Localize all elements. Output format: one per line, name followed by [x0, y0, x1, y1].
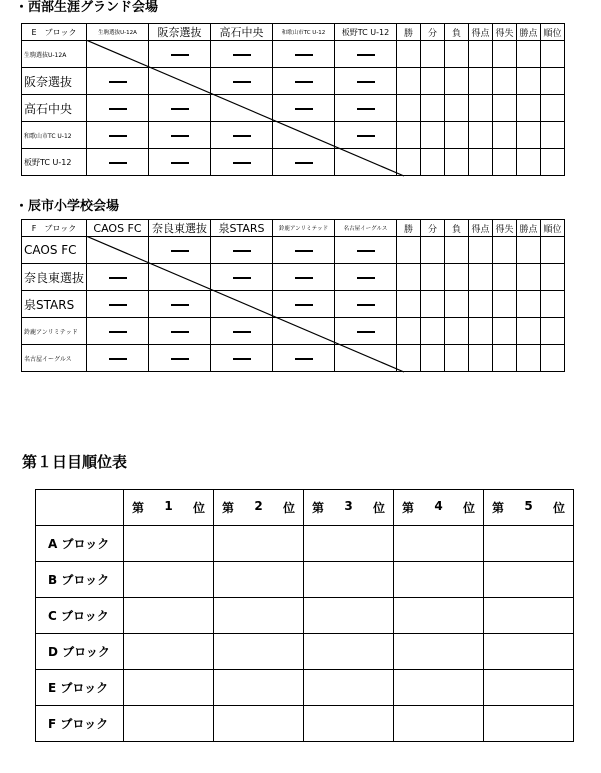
- stat-cell: [397, 345, 421, 372]
- stat-cell: [445, 41, 469, 68]
- stat-header-rank: 順位: [541, 24, 565, 41]
- ranking-cell: [394, 598, 484, 634]
- team-row-label: 生駒選抜U-12A: [22, 41, 87, 68]
- ranking-row: [36, 634, 574, 670]
- dash-mark: [109, 358, 127, 360]
- score-cell: [149, 318, 211, 345]
- ranking-cell: [394, 634, 484, 670]
- dash-mark: [109, 277, 127, 279]
- team-row: [22, 345, 565, 372]
- stat-cell: [517, 68, 541, 95]
- stat-cell: [541, 237, 565, 264]
- team-row-label: CAOS FC: [22, 237, 87, 264]
- stat-cell: [469, 318, 493, 345]
- stat-cell: [493, 95, 517, 122]
- ranking-table: [35, 489, 574, 742]
- stat-cell: [493, 318, 517, 345]
- stat-header-losses: 負: [445, 24, 469, 41]
- block-label: F ブロック: [22, 220, 87, 237]
- stat-cell: [421, 318, 445, 345]
- stat-cell: [541, 291, 565, 318]
- score-cell: [335, 41, 397, 68]
- self-cell: [149, 264, 211, 291]
- dash-mark: [357, 304, 375, 306]
- self-cell: [211, 95, 273, 122]
- dash-mark: [295, 250, 313, 252]
- score-cell: [211, 68, 273, 95]
- ranking-cell: [124, 634, 214, 670]
- team-row-label: 名古屋イーグルス: [22, 345, 87, 372]
- stat-cell: [517, 345, 541, 372]
- ranking-cell: [394, 562, 484, 598]
- dash-mark: [295, 277, 313, 279]
- score-cell: [273, 237, 335, 264]
- score-cell: [335, 95, 397, 122]
- dash-mark: [233, 135, 251, 137]
- score-cell: [211, 122, 273, 149]
- score-cell: [149, 149, 211, 176]
- dash-mark: [171, 135, 189, 137]
- place-number: 1: [164, 499, 173, 513]
- dash-mark: [109, 331, 127, 333]
- ranking-cell: [214, 634, 304, 670]
- team-header: 阪奈選抜: [149, 24, 211, 41]
- stat-cell: [493, 264, 517, 291]
- e-block-venue-title: ・西部生涯グランド会場: [15, 0, 159, 15]
- ranking-corner-cell: [36, 490, 124, 526]
- place-number: 3: [344, 499, 353, 513]
- dash-mark: [109, 162, 127, 164]
- team-header: 和歌山市TC U-12: [273, 24, 335, 41]
- dash-mark: [171, 331, 189, 333]
- stat-cell: [493, 68, 517, 95]
- place-suffix: 位: [192, 501, 205, 515]
- score-cell: [211, 41, 273, 68]
- ranking-cell: [214, 706, 304, 742]
- stat-cell: [493, 345, 517, 372]
- stat-cell: [445, 149, 469, 176]
- ranking-row: [36, 598, 574, 634]
- place-prefix: 第: [402, 501, 415, 515]
- place-header: [214, 490, 304, 526]
- team-header: 高石中央: [211, 24, 273, 41]
- score-cell: [273, 95, 335, 122]
- ranking-cell: [484, 706, 574, 742]
- stat-cell: [469, 95, 493, 122]
- score-cell: [211, 149, 273, 176]
- dash-mark: [357, 277, 375, 279]
- ranking-cell: [484, 634, 574, 670]
- stat-cell: [421, 149, 445, 176]
- dash-mark: [171, 162, 189, 164]
- ranking-block-label: C ブロック: [36, 598, 124, 634]
- score-cell: [211, 345, 273, 372]
- dash-mark: [295, 81, 313, 83]
- self-cell: [87, 237, 149, 264]
- stat-cell: [517, 122, 541, 149]
- stat-cell: [493, 149, 517, 176]
- stat-cell: [445, 122, 469, 149]
- score-cell: [335, 318, 397, 345]
- stat-header-draws: 分: [421, 24, 445, 41]
- stat-cell: [397, 237, 421, 264]
- place-header: [304, 490, 394, 526]
- stat-header-points: 勝点: [517, 220, 541, 237]
- place-prefix: 第: [222, 501, 235, 515]
- ranking-cell: [214, 562, 304, 598]
- stat-cell: [469, 68, 493, 95]
- dash-mark: [171, 358, 189, 360]
- dash-mark: [171, 108, 189, 110]
- stat-cell: [397, 95, 421, 122]
- score-cell: [211, 318, 273, 345]
- ranking-cell: [394, 526, 484, 562]
- dash-mark: [109, 108, 127, 110]
- score-cell: [149, 122, 211, 149]
- team-row-label: 鈴鹿アンリミテッド: [22, 318, 87, 345]
- stat-cell: [397, 264, 421, 291]
- score-cell: [149, 345, 211, 372]
- place-header: [394, 490, 484, 526]
- dash-mark: [295, 358, 313, 360]
- score-cell: [87, 149, 149, 176]
- stat-cell: [541, 345, 565, 372]
- team-row-label: 奈良東選抜: [22, 264, 87, 291]
- dash-mark: [233, 277, 251, 279]
- stat-cell: [517, 291, 541, 318]
- team-header: 鈴鹿アンリミテッド: [273, 220, 335, 237]
- place-suffix: 位: [462, 501, 475, 515]
- stat-cell: [469, 237, 493, 264]
- team-row: [22, 291, 565, 318]
- ranking-cell: [484, 526, 574, 562]
- place-prefix: 第: [312, 501, 325, 515]
- stat-cell: [541, 149, 565, 176]
- score-cell: [335, 122, 397, 149]
- stat-cell: [445, 264, 469, 291]
- team-row: [22, 264, 565, 291]
- score-cell: [335, 264, 397, 291]
- score-cell: [149, 291, 211, 318]
- stat-cell: [541, 95, 565, 122]
- ranking-block-label: B ブロック: [36, 562, 124, 598]
- score-cell: [149, 237, 211, 264]
- self-cell: [211, 291, 273, 318]
- team-row: [22, 318, 565, 345]
- dash-mark: [295, 54, 313, 56]
- ranking-block-label: A ブロック: [36, 526, 124, 562]
- score-cell: [273, 149, 335, 176]
- ranking-cell: [394, 706, 484, 742]
- e-block-league-table: [21, 23, 565, 176]
- dash-mark: [233, 54, 251, 56]
- ranking-cell: [214, 670, 304, 706]
- ranking-cell: [304, 634, 394, 670]
- score-cell: [87, 291, 149, 318]
- score-cell: [335, 291, 397, 318]
- stat-cell: [469, 291, 493, 318]
- ranking-cell: [304, 598, 394, 634]
- f-block-league-table: [21, 219, 565, 372]
- score-cell: [87, 68, 149, 95]
- score-cell: [87, 95, 149, 122]
- self-cell: [335, 149, 397, 176]
- stat-header-wins: 勝: [397, 24, 421, 41]
- score-cell: [149, 95, 211, 122]
- ranking-row: [36, 670, 574, 706]
- stat-cell: [517, 264, 541, 291]
- dash-mark: [295, 162, 313, 164]
- ranking-cell: [214, 598, 304, 634]
- stat-cell: [445, 95, 469, 122]
- stat-header-goal-diff: 得失: [493, 24, 517, 41]
- team-row-label: 高石中央: [22, 95, 87, 122]
- ranking-cell: [484, 562, 574, 598]
- dash-mark: [357, 54, 375, 56]
- dash-mark: [233, 81, 251, 83]
- place-header: [124, 490, 214, 526]
- ranking-title: 第１日目順位表: [22, 453, 128, 471]
- place-prefix: 第: [132, 501, 145, 515]
- ranking-cell: [124, 526, 214, 562]
- stat-header-points: 勝点: [517, 24, 541, 41]
- team-header: 板野TC U-12: [335, 24, 397, 41]
- stat-cell: [421, 237, 445, 264]
- team-header: 生駒選抜U-12A: [87, 24, 149, 41]
- stat-cell: [517, 95, 541, 122]
- dash-mark: [357, 135, 375, 137]
- team-row: [22, 95, 565, 122]
- ranking-row: [36, 706, 574, 742]
- stat-cell: [469, 345, 493, 372]
- stat-cell: [493, 291, 517, 318]
- block-label: E ブロック: [22, 24, 87, 41]
- stat-cell: [541, 318, 565, 345]
- score-cell: [335, 68, 397, 95]
- team-row: [22, 41, 565, 68]
- score-cell: [211, 237, 273, 264]
- team-header: 名古屋イーグルス: [335, 220, 397, 237]
- ranking-cell: [214, 526, 304, 562]
- dash-mark: [233, 358, 251, 360]
- score-cell: [273, 264, 335, 291]
- dash-mark: [233, 331, 251, 333]
- stat-cell: [469, 149, 493, 176]
- stat-cell: [469, 264, 493, 291]
- score-cell: [87, 345, 149, 372]
- dash-mark: [233, 162, 251, 164]
- score-cell: [273, 291, 335, 318]
- stat-cell: [421, 95, 445, 122]
- place-suffix: 位: [372, 501, 385, 515]
- ranking-cell: [304, 670, 394, 706]
- stat-cell: [397, 41, 421, 68]
- stat-cell: [541, 68, 565, 95]
- dash-mark: [171, 304, 189, 306]
- stat-cell: [517, 41, 541, 68]
- stat-cell: [445, 318, 469, 345]
- score-cell: [149, 41, 211, 68]
- score-cell: [273, 68, 335, 95]
- ranking-block-label: D ブロック: [36, 634, 124, 670]
- stat-cell: [421, 41, 445, 68]
- score-cell: [273, 41, 335, 68]
- team-row-label: 阪奈選抜: [22, 68, 87, 95]
- team-row: [22, 237, 565, 264]
- stat-cell: [445, 291, 469, 318]
- score-cell: [87, 318, 149, 345]
- dash-mark: [357, 108, 375, 110]
- stat-header-rank: 順位: [541, 220, 565, 237]
- ranking-cell: [304, 562, 394, 598]
- ranking-cell: [124, 706, 214, 742]
- ranking-cell: [484, 670, 574, 706]
- team-row-label: 板野TC U-12: [22, 149, 87, 176]
- stat-cell: [469, 122, 493, 149]
- stat-cell: [421, 122, 445, 149]
- team-row: [22, 149, 565, 176]
- stat-cell: [445, 68, 469, 95]
- ranking-block-label: E ブロック: [36, 670, 124, 706]
- ranking-cell: [124, 598, 214, 634]
- stat-cell: [541, 122, 565, 149]
- stat-cell: [421, 291, 445, 318]
- stat-cell: [493, 237, 517, 264]
- ranking-cell: [304, 706, 394, 742]
- stat-cell: [517, 149, 541, 176]
- score-cell: [211, 264, 273, 291]
- ranking-row: [36, 526, 574, 562]
- self-cell: [273, 318, 335, 345]
- stat-cell: [397, 149, 421, 176]
- stat-header-draws: 分: [421, 220, 445, 237]
- self-cell: [335, 345, 397, 372]
- score-cell: [87, 264, 149, 291]
- ranking-cell: [484, 598, 574, 634]
- stat-cell: [397, 318, 421, 345]
- stat-header-goals: 得点: [469, 220, 493, 237]
- stat-cell: [397, 291, 421, 318]
- dash-mark: [109, 135, 127, 137]
- place-number: 5: [524, 499, 533, 513]
- stat-cell: [397, 68, 421, 95]
- ranking-cell: [304, 526, 394, 562]
- dash-mark: [233, 250, 251, 252]
- self-cell: [273, 122, 335, 149]
- place-header: [484, 490, 574, 526]
- score-cell: [87, 122, 149, 149]
- stat-header-goal-diff: 得失: [493, 220, 517, 237]
- stat-cell: [493, 122, 517, 149]
- dash-mark: [109, 81, 127, 83]
- stat-cell: [541, 41, 565, 68]
- stat-cell: [493, 41, 517, 68]
- ranking-cell: [124, 670, 214, 706]
- dash-mark: [357, 331, 375, 333]
- stat-cell: [421, 345, 445, 372]
- team-row: [22, 68, 565, 95]
- place-suffix: 位: [282, 501, 295, 515]
- dash-mark: [295, 304, 313, 306]
- stat-cell: [517, 318, 541, 345]
- stat-cell: [469, 41, 493, 68]
- stat-header-losses: 負: [445, 220, 469, 237]
- place-prefix: 第: [492, 501, 505, 515]
- ranking-row: [36, 562, 574, 598]
- dash-mark: [295, 108, 313, 110]
- stat-cell: [445, 237, 469, 264]
- stat-header-goals: 得点: [469, 24, 493, 41]
- place-number: 2: [254, 499, 263, 513]
- score-cell: [273, 345, 335, 372]
- team-row: [22, 122, 565, 149]
- team-header: CAOS FC: [87, 220, 149, 237]
- stat-cell: [517, 237, 541, 264]
- stat-cell: [421, 264, 445, 291]
- dash-mark: [109, 304, 127, 306]
- ranking-cell: [124, 562, 214, 598]
- dash-mark: [171, 250, 189, 252]
- dash-mark: [171, 54, 189, 56]
- team-header: 奈良東選抜: [149, 220, 211, 237]
- f-block-venue-title: ・辰市小学校会場: [15, 199, 120, 214]
- dash-mark: [357, 81, 375, 83]
- stat-header-wins: 勝: [397, 220, 421, 237]
- stat-cell: [397, 122, 421, 149]
- ranking-cell: [394, 670, 484, 706]
- stat-cell: [541, 264, 565, 291]
- place-suffix: 位: [552, 501, 565, 515]
- team-header: 泉STARS: [211, 220, 273, 237]
- self-cell: [87, 41, 149, 68]
- place-number: 4: [434, 499, 443, 513]
- stat-cell: [445, 345, 469, 372]
- score-cell: [335, 237, 397, 264]
- dash-mark: [357, 250, 375, 252]
- stat-cell: [421, 68, 445, 95]
- team-row-label: 和歌山市TC U-12: [22, 122, 87, 149]
- ranking-block-label: F ブロック: [36, 706, 124, 742]
- team-row-label: 泉STARS: [22, 291, 87, 318]
- self-cell: [149, 68, 211, 95]
